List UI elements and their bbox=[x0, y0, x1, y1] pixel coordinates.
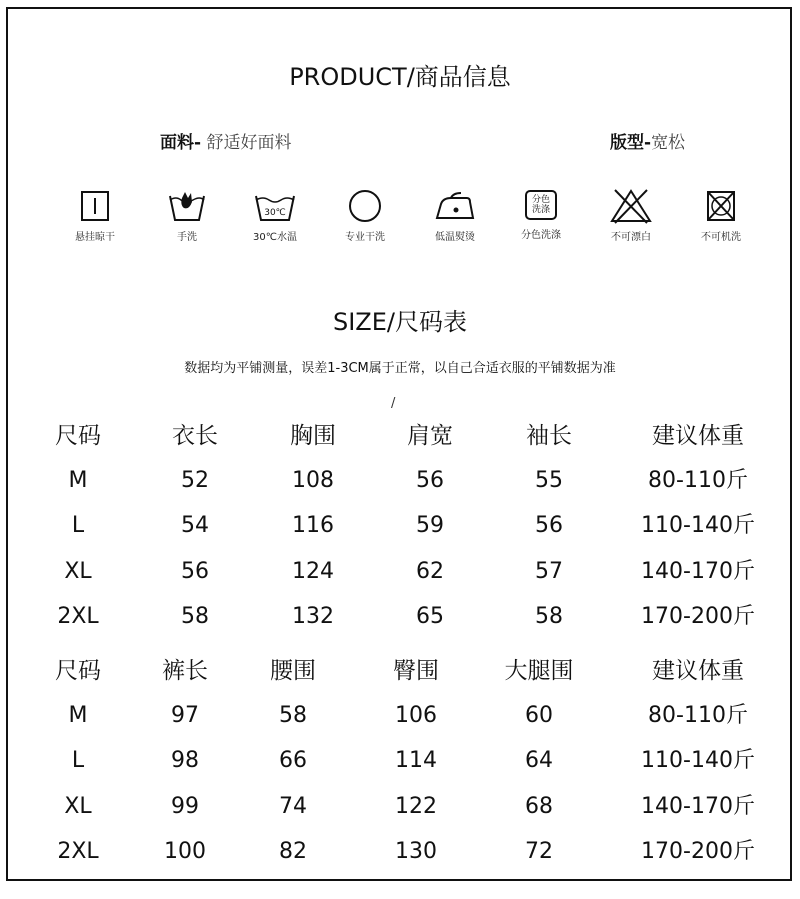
waist-cell: 74 bbox=[279, 794, 307, 819]
care-item bbox=[50, 188, 140, 243]
size-cell: XL bbox=[64, 559, 92, 584]
header-cell: 尺码 bbox=[55, 423, 101, 449]
hand-wash-icon bbox=[167, 188, 207, 224]
care-label: 分色洗涤 bbox=[521, 230, 561, 241]
shoulder-cell: 59 bbox=[416, 513, 444, 538]
table-row bbox=[0, 461, 800, 501]
weight-cell: 110-140斤 bbox=[641, 513, 755, 538]
thigh-cell: 60 bbox=[525, 703, 553, 728]
hip-cell: 130 bbox=[395, 839, 437, 864]
pants-length-cell: 97 bbox=[171, 703, 199, 728]
care-label: 低温熨烫 bbox=[435, 232, 475, 243]
length-cell: 54 bbox=[181, 513, 209, 538]
weight-cell: 170-200斤 bbox=[641, 604, 755, 629]
header-cell: 衣长 bbox=[172, 423, 218, 449]
pants-length-cell: 99 bbox=[171, 794, 199, 819]
length-cell: 52 bbox=[181, 468, 209, 493]
weight-cell: 110-140斤 bbox=[641, 748, 755, 773]
chest-cell: 132 bbox=[292, 604, 334, 629]
table-header-row bbox=[0, 416, 800, 456]
fit-info bbox=[610, 128, 685, 153]
table-row bbox=[0, 696, 800, 736]
shoulder-cell: 62 bbox=[416, 559, 444, 584]
waist-cell: 66 bbox=[279, 748, 307, 773]
length-cell: 58 bbox=[181, 604, 209, 629]
waist-cell: 82 bbox=[279, 839, 307, 864]
care-item bbox=[410, 188, 500, 243]
table-header-row bbox=[0, 651, 800, 691]
iron-low-icon bbox=[433, 188, 477, 224]
care-item bbox=[142, 188, 232, 243]
care-label: 30℃水温 bbox=[253, 232, 297, 243]
slash-mark: / bbox=[391, 396, 396, 411]
header-cell: 胸围 bbox=[290, 423, 336, 449]
length-cell: 56 bbox=[181, 559, 209, 584]
care-item bbox=[496, 188, 586, 241]
care-item bbox=[230, 188, 320, 243]
header-cell: 袖长 bbox=[526, 423, 572, 449]
header-cell: 建议体重 bbox=[652, 658, 744, 684]
weight-cell: 80-110斤 bbox=[648, 468, 748, 493]
pants-length-cell: 100 bbox=[164, 839, 206, 864]
hip-cell: 106 bbox=[395, 703, 437, 728]
wash-temp-text: 30℃ bbox=[264, 208, 286, 218]
table-row bbox=[0, 597, 800, 637]
care-label: 专业干洗 bbox=[345, 232, 385, 243]
fit-label: 版型- bbox=[610, 133, 652, 153]
sleeve-cell: 55 bbox=[535, 468, 563, 493]
chest-cell: 116 bbox=[292, 513, 334, 538]
hang-dry-icon bbox=[75, 188, 115, 224]
header-cell: 建议体重 bbox=[652, 423, 744, 449]
fabric-value: 舒适好面料 bbox=[201, 133, 292, 153]
wash-separately-text: 分色洗涤 bbox=[531, 195, 550, 215]
care-label: 手洗 bbox=[177, 232, 197, 243]
wash-30-icon bbox=[253, 188, 297, 224]
thigh-cell: 68 bbox=[525, 794, 553, 819]
table-row bbox=[0, 787, 800, 827]
care-item bbox=[676, 188, 766, 243]
size-cell: L bbox=[71, 748, 85, 773]
fabric-info bbox=[160, 128, 291, 153]
dry-clean-icon bbox=[345, 188, 385, 224]
size-cell: 2XL bbox=[57, 604, 99, 629]
thigh-cell: 64 bbox=[525, 748, 553, 773]
weight-cell: 80-110斤 bbox=[648, 703, 748, 728]
fit-value: 宽松 bbox=[651, 133, 686, 153]
header-cell: 肩宽 bbox=[407, 423, 453, 449]
care-label: 不可漂白 bbox=[611, 232, 651, 243]
pants-length-cell: 98 bbox=[171, 748, 199, 773]
care-item bbox=[320, 188, 410, 243]
size-cell: 2XL bbox=[57, 839, 99, 864]
size-cell: M bbox=[68, 468, 88, 493]
no-bleach-icon bbox=[609, 188, 653, 224]
sleeve-cell: 58 bbox=[535, 604, 563, 629]
header-cell: 裤长 bbox=[162, 658, 208, 684]
care-label: 悬挂晾干 bbox=[75, 232, 115, 243]
shoulder-cell: 56 bbox=[416, 468, 444, 493]
sleeve-cell: 56 bbox=[535, 513, 563, 538]
waist-cell: 58 bbox=[279, 703, 307, 728]
table-row bbox=[0, 832, 800, 872]
care-label: 不可机洗 bbox=[701, 232, 741, 243]
thigh-cell: 72 bbox=[525, 839, 553, 864]
product-title: PRODUCT/商品信息 bbox=[289, 63, 511, 91]
size-cell: XL bbox=[64, 794, 92, 819]
table-row bbox=[0, 741, 800, 781]
header-cell: 臀围 bbox=[393, 658, 439, 684]
size-title: SIZE/尺码表 bbox=[332, 308, 467, 336]
weight-cell: 140-170斤 bbox=[641, 559, 755, 584]
sleeve-cell: 57 bbox=[535, 559, 563, 584]
care-item bbox=[586, 188, 676, 243]
header-cell: 腰围 bbox=[270, 658, 316, 684]
size-cell: L bbox=[71, 513, 85, 538]
hip-cell: 122 bbox=[395, 794, 437, 819]
header-cell: 尺码 bbox=[55, 658, 101, 684]
weight-cell: 140-170斤 bbox=[641, 794, 755, 819]
fabric-label: 面料- bbox=[160, 133, 202, 153]
table-row bbox=[0, 506, 800, 546]
care-instructions bbox=[50, 188, 770, 258]
measurement-note: 数据均为平铺测量，误差1-3CM属于正常，以自己合适衣服的平铺数据为准 bbox=[184, 361, 616, 376]
chest-cell: 108 bbox=[292, 468, 334, 493]
size-cell: M bbox=[68, 703, 88, 728]
table-row bbox=[0, 552, 800, 592]
weight-cell: 170-200斤 bbox=[641, 839, 755, 864]
no-machine-wash-icon bbox=[701, 188, 741, 224]
header-cell: 大腿围 bbox=[504, 658, 574, 684]
hip-cell: 114 bbox=[395, 748, 437, 773]
shoulder-cell: 65 bbox=[416, 604, 444, 629]
chest-cell: 124 bbox=[292, 559, 334, 584]
